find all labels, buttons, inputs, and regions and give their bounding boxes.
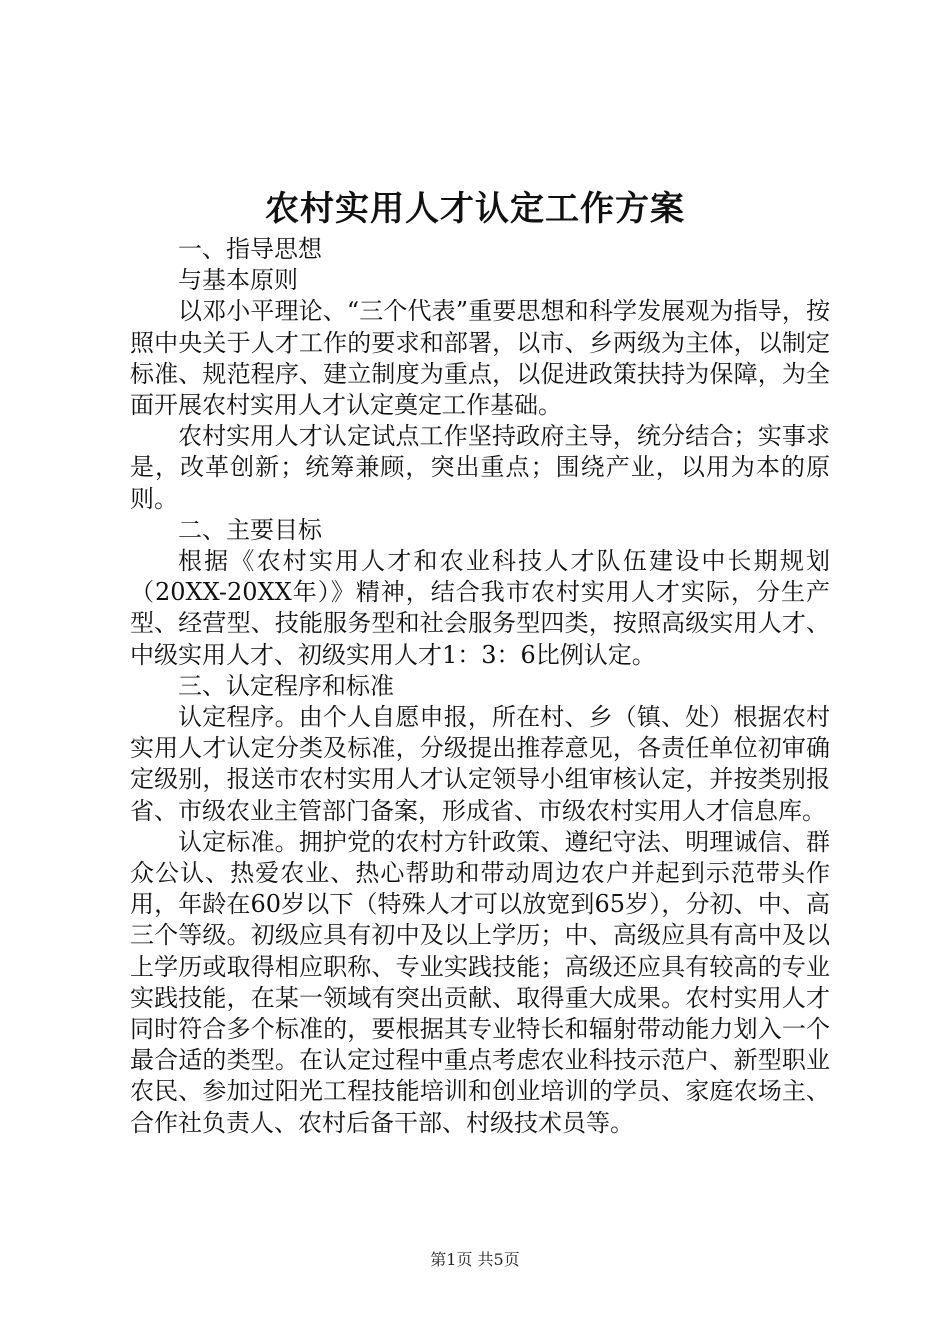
paragraph-procedure: 认定程序。由个人自愿申报，所在村、乡（镇、处）根据农村实用人才认定分类及标准，分级提出推荐意见，各责任单位初审确定级别，报送市农村实用人才认定领导小组审核认定，并按类别报省、市级农业主管部门备案，形成省、市级农村实用人才信息库。	[130, 703, 830, 825]
page-number-footer: 第1页 共5页	[430, 1250, 520, 1269]
paragraph-principles: 农村实用人才认定试点工作坚持政府主导，统分结合；实事求是，改革创新；统筹兼顾，突出重点；围绕产业，以用为本的原则。	[130, 422, 830, 513]
heading-guiding-ideology: 一、指导思想	[178, 235, 322, 263]
heading-main-goals: 二、主要目标	[178, 515, 322, 544]
document-body	[130, 234, 830, 1139]
paragraph-main-goals: 根据《农村实用人才和农业科技人才队伍建设中长期规划（20XX-20XX年）》精神，结合我市农村实用人才实际，分生产型、经营型、技能服务型和社会服务型四类，按照高级实用人才、中级实用人才、初级实用人才1：3：6比例认定。	[130, 547, 830, 669]
paragraph-standards: 认定标准。拥护党的农村方针政策、遵纪守法、明理诚信、群众公认、热爱农业、热心帮助和带动周边农户并起到示范带头作用，年龄在60岁以下（特殊人才可以放宽到65岁），分初、中、高三个等级。初级应具有初中及以上学历；中、高级应具有高中及以上学历或取得相应职称、专业实践技能；高级还应具有较高的专业实践技能，在某一领域有突出贡献、取得重大成果。农村实用人才同时符合多个标准的，要根据其专业特长和辐射带动能力划入一个最合适的类型。在认定过程中重点考虑农业科技示范户、新型职业农民、参加过阳光工程技能培训和创业培训的学员、家庭农场主、合作社负责人、农村后备干部、村级技术员等。	[130, 827, 830, 1137]
document-title: 农村实用人才认定工作方案	[265, 189, 685, 229]
paragraph-guiding-ideology: 以邓小平理论、“三个代表”重要思想和科学发展观为指导，按照中央关于人才工作的要求和部署，以市、乡两级为主体，以制定标准、规范程序、建立制度为重点，以促进政策扶持为保障，为全面开展农村实用人才认定奠定工作基础。	[130, 297, 830, 420]
heading-procedure-standards: 三、认定程序和标准	[178, 671, 394, 700]
heading-basic-principles: 与基本原则	[178, 266, 298, 295]
